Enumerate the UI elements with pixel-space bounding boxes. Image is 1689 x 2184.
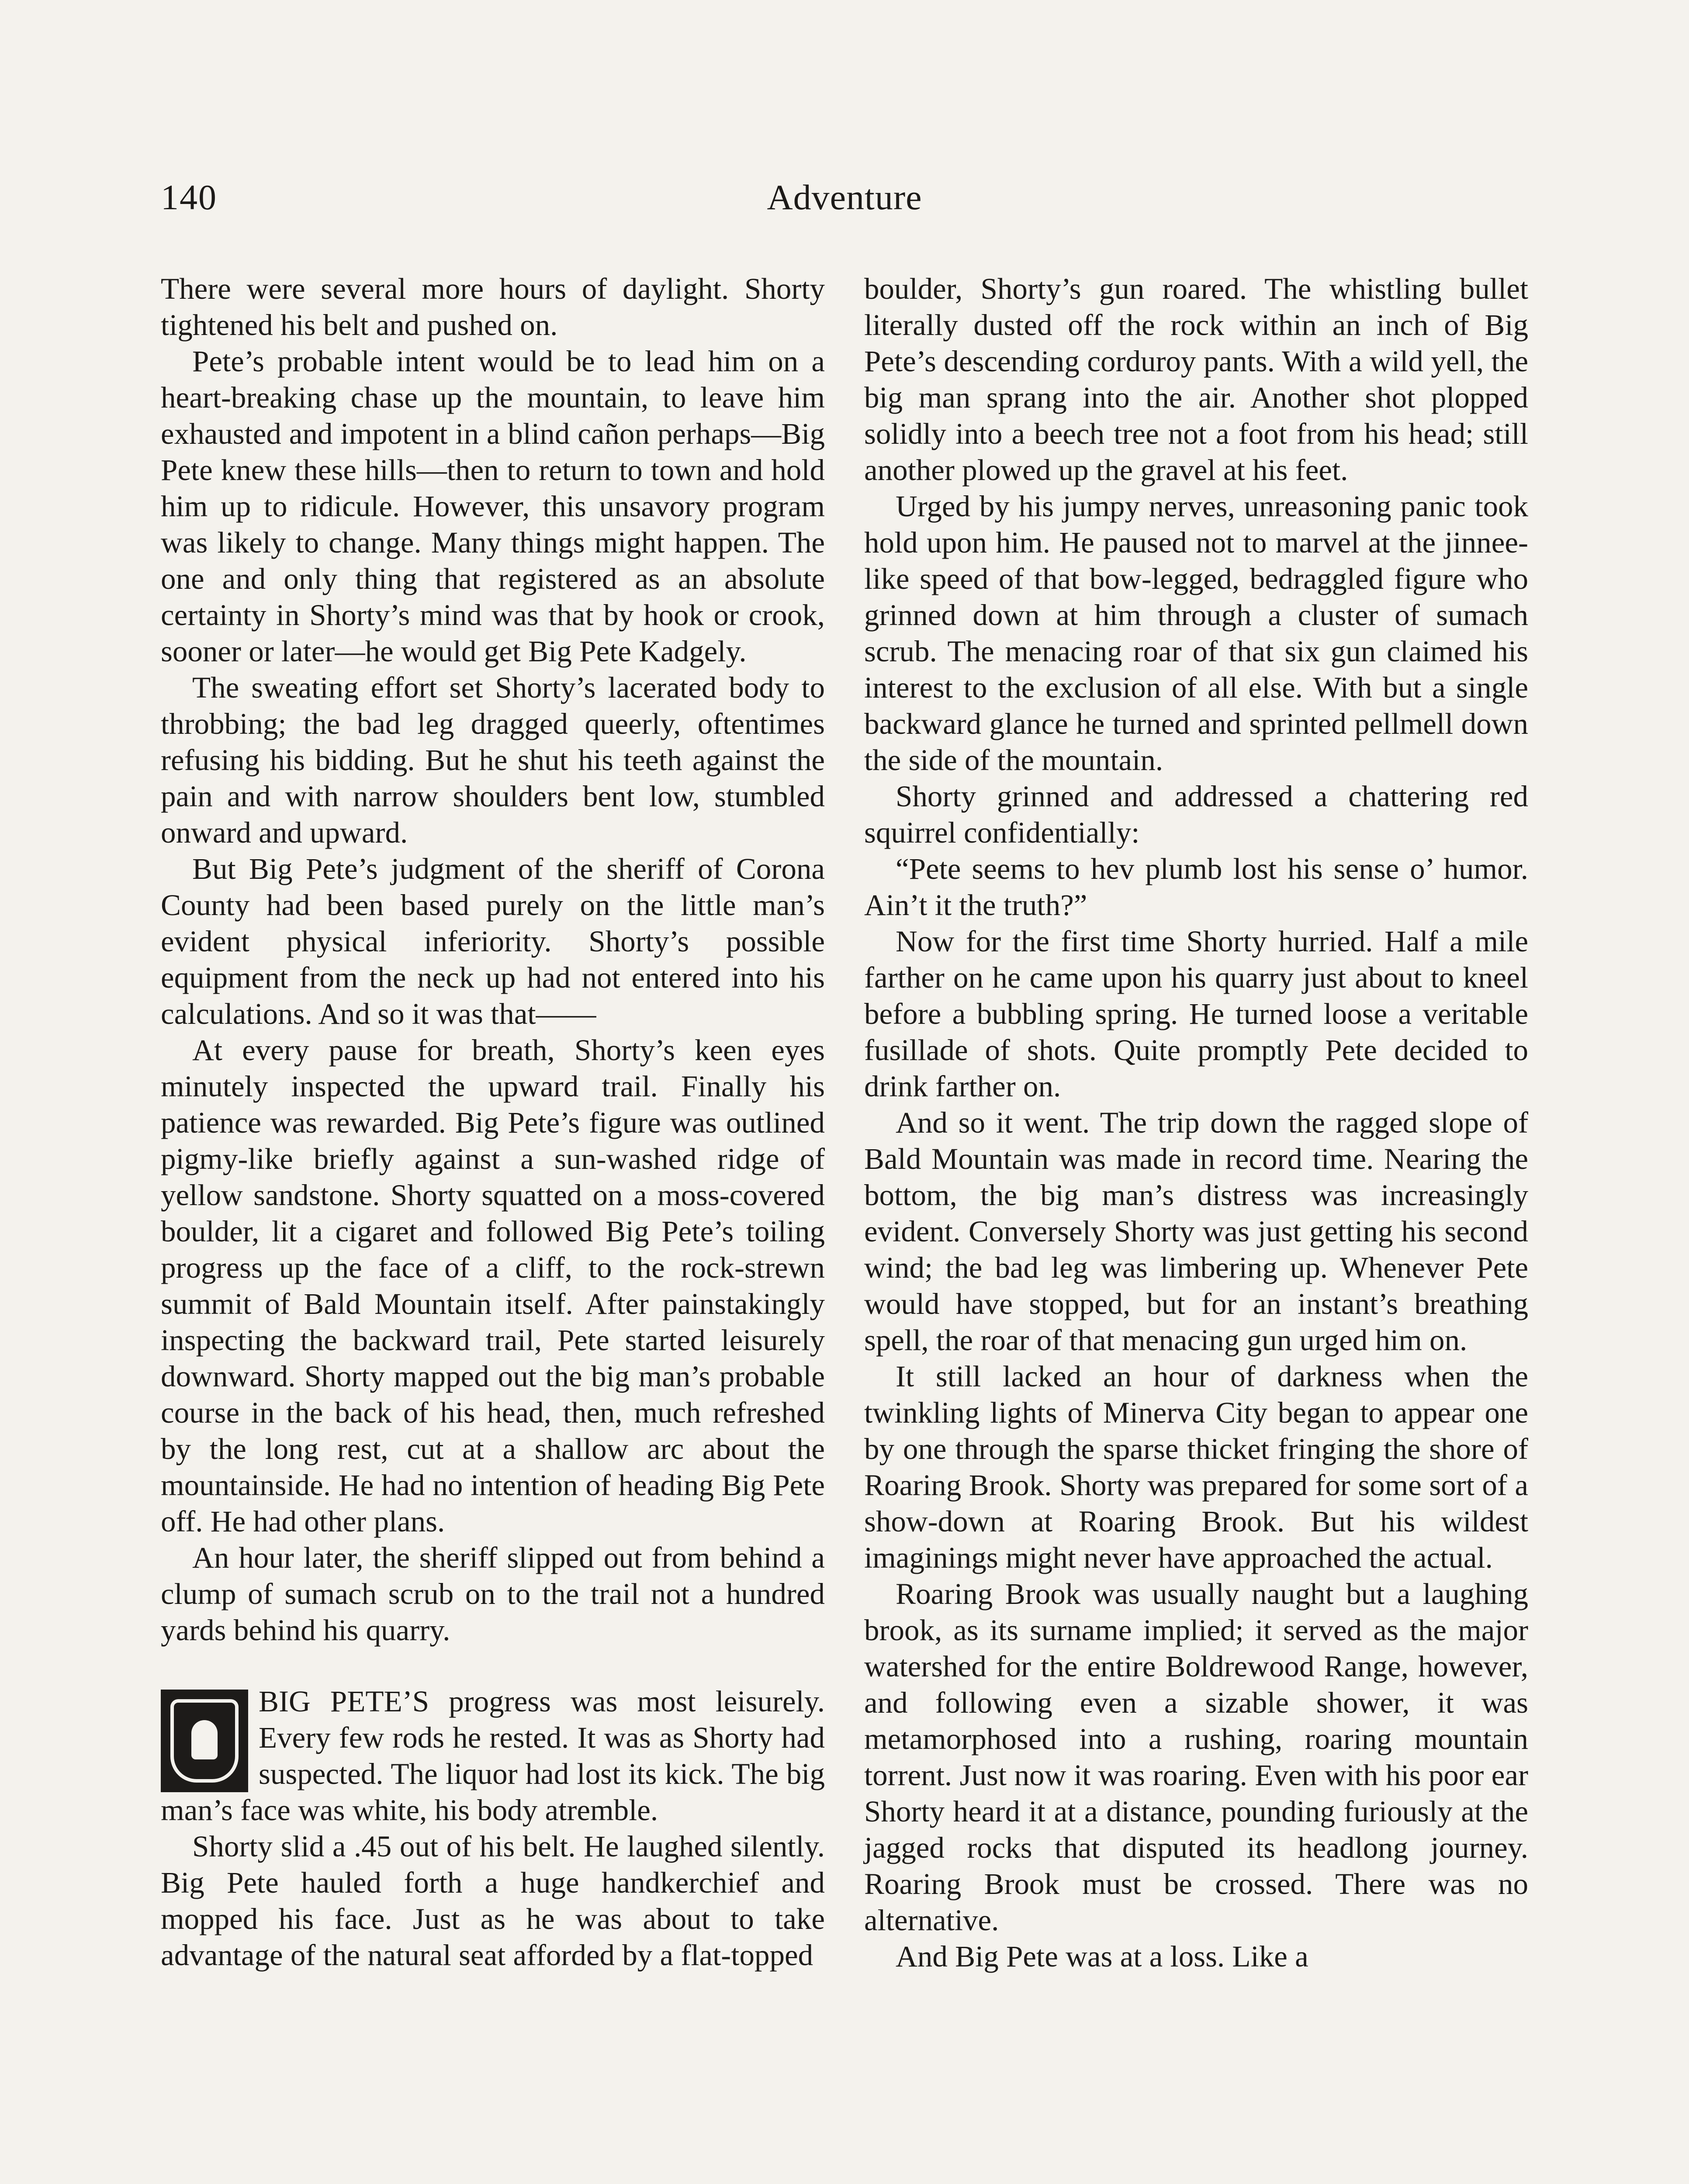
paragraph: Now for the first time Shorty hurried. Half a mile farther on he came upon his quarry just about to kneel before a bubbling spring. He turned loose a veritable fusillade of shots. Quite promptly Pete decided to drink farther on. (864, 925, 1528, 1103)
paragraph: At every pause for breath, Shorty’s keen eyes minutely inspected the upward trail. Finally his patience was rewarded. Big Pete’s figure was outlined pigmy-like briefly against a sun-washed ridge of yellow sandstone. Shorty squatted on a moss-covered boulder, lit a cigaret and followed Big Pete’s toiling progress up the face of a cliff, to the rock-strewn summit of Bald Mountain itself. After painstakingly inspecting the backward trail, Pete started leisurely downward. Shorty mapped out the big man’s probable course in the back of his head, then, much refreshed by the long rest, cut at a shallow arc about the mountainside. He had no intention of heading Big Pete off. He had other plans. (161, 1033, 825, 1538)
right-column (864, 271, 1528, 1975)
paragraph: It still lacked an hour of darkness when the twinkling lights of Minerva City began to appear one by one through the sparse thicket fringing the shore of Roaring Brook. Shorty was prepared for some sort of a show-down at Roaring Brook. But his wildest imaginings might never have approached the actual. (864, 1360, 1528, 1574)
page-number: 140 (161, 177, 217, 217)
paragraph: And Big Pete was at a loss. Like a (896, 1940, 1308, 1973)
paragraph: boulder, Shorty’s gun roared. The whistling bullet literally dusted off the rock within an inch of Big Pete’s descending corduroy pants. With a wild yell, the big man sprang into the air. Another shot plopped solidly into a beech tree not a foot from his head; still another plowed up the gravel at his feet. (864, 272, 1528, 487)
running-title: Adventure (767, 177, 922, 217)
section-opening-text: BIG PETE’S progress was most leisurely. Every few rods he rested. It was as Shorty had suspected. The liquor had lost its kick. The big man’s face was white, his body atremble. (161, 1685, 825, 1827)
paragraph: Urged by his jumpy nerves, unreasoning panic took hold upon him. He paused not to marvel at the jinnee-like speed of that bow-legged, bedraggled figure who grinned down at him through a cluster of sumach scrub. The menacing roar of that six gun claimed his interest to the exclusion of all else. With but a single backward glance he turned and sprinted pellmell down the side of the mountain. (864, 490, 1528, 777)
ornament-icon (161, 1690, 248, 1792)
paragraph: Shorty slid a .45 out of his belt. He laughed silently. Big Pete hauled forth a huge handkerchief and mopped his face. Just as he was about to take advantage of the natural seat afforded by a flat-topped (161, 1830, 825, 1972)
paragraph: But Big Pete’s judgment of the sheriff of Corona County had been based purely on the little man’s evident physical inferiority. Shorty’s possible equipment from the neck up had not entered into his calculations. And so it was that—— (161, 852, 825, 1030)
paragraph: Pete’s probable intent would be to lead him on a heart-breaking chase up the mountain, to leave him exhausted and impotent in a blind cañon perhaps—Big Pete knew these hills—then to return to town and hold him up to ridicule. However, this unsavory program was likely to change. Many things might happen. The one and only thing that registered as an absolute certainty in Shorty’s mind was that by hook or crook, sooner or later—he would get Big Pete Kadgely. (161, 345, 825, 668)
section-opening-paragraph (161, 1683, 825, 1828)
paragraph: Shorty grinned and addressed a chattering red squirrel confidentially: (864, 780, 1528, 849)
paragraph: The sweating effort set Shorty’s lacerated body to throbbing; the bad leg dragged queerly, oftentimes refusing his bidding. But he shut his teeth against the pain and with narrow shoulders bent low, stumbled onward and upward. (161, 671, 825, 849)
left-column (161, 271, 825, 1973)
paragraph: An hour later, the sheriff slipped out from behind a clump of sumach scrub on to the trail not a hundred yards behind his quarry. (161, 1541, 825, 1647)
paragraph: There were several more hours of daylight. Shorty tightened his belt and pushed on. (161, 272, 825, 342)
page-header (161, 177, 1528, 229)
dialogue-paragraph: “Pete seems to hev plumb lost his sense o’ humor. Ain’t it the truth?” (864, 852, 1528, 922)
paragraph: And so it went. The trip down the ragged slope of Bald Mountain was made in record time. Nearing the bottom, the big man’s distress was increasingly evident. Conversely Shorty was just getting his second wind; the bad leg was limbering up. Whenever Pete would have stopped, but for an instant’s breathing spell, the roar of that menacing gun urged him on. (864, 1106, 1528, 1357)
paragraph: Roaring Brook was usually naught but a laughing brook, as its surname implied; it served as the major watershed for the entire Boldrewood Range, however, and following even a sizable shower, it was metamorphosed into a rushing, roaring mountain torrent. Just now it was roaring. Even with his poor ear Shorty heard it at a distance, pounding furiously at the jagged rocks that disputed its headlong journey. Roaring Brook must be crossed. There was no alternative. (864, 1577, 1528, 1937)
